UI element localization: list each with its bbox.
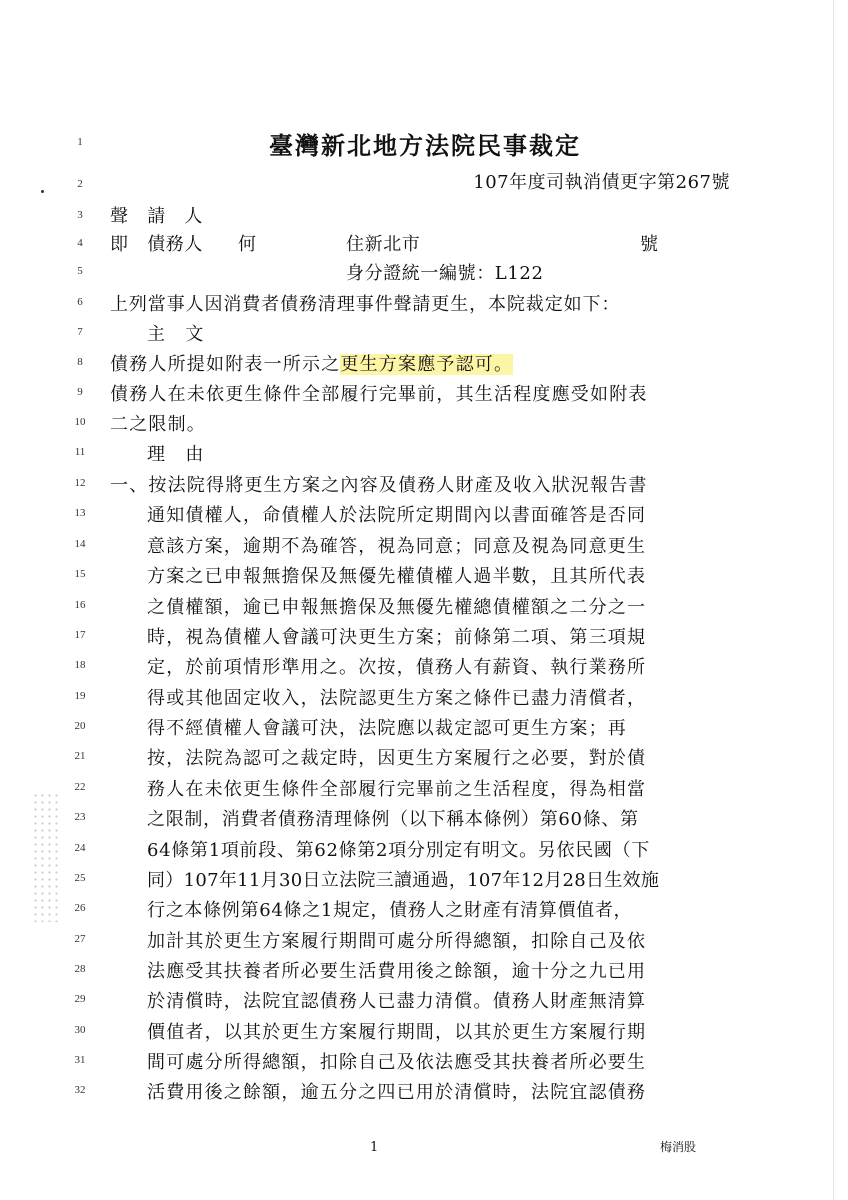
debtor-id-label: 身分證統一編號：L122 (346, 263, 544, 284)
page-number: 1 (370, 1140, 379, 1155)
line-number: 6 (77, 296, 83, 308)
text-line: 得不經債權人會議可決，法院應以裁定認可更生方案；再 (147, 718, 627, 739)
section-heading-reasons: 理 由 (147, 444, 205, 465)
debtor-name: 何 (238, 234, 257, 255)
text-line: 行之本條例第64條之1規定，債務人之財產有清算價值者， (147, 900, 633, 921)
debtor-address-tail: 號 (640, 234, 659, 255)
text-line: 64條第1項前段、第62條第2項分別定有明文。另依民國（下 (147, 840, 651, 861)
line-number: 5 (77, 265, 83, 277)
text-line: 於清償時，法院宜認債務人已盡力清償。債務人財產無清算 (147, 991, 647, 1012)
case-number: 107年度司執消債更字第267號 (473, 172, 730, 193)
text-line: 價值者，以其於更生方案履行期間，以其於更生方案履行期 (147, 1022, 647, 1043)
document-title: 臺灣新北地方法院民事裁定 (269, 131, 581, 160)
debtor-address-label: 住新北市 (346, 234, 421, 255)
line-number: 12 (74, 477, 86, 489)
line-number: 17 (74, 629, 86, 641)
text-line: 按，法院為認可之裁定時，因更生方案履行之必要，對於債 (147, 748, 647, 769)
line-number: 27 (74, 933, 86, 945)
line-number: 30 (74, 1024, 86, 1036)
text-line: 時，視為債權人會議可決更生方案；前條第二項、第三項規 (147, 627, 647, 648)
line-number: 7 (77, 326, 83, 338)
line-number: 21 (74, 750, 86, 762)
line-number: 14 (74, 538, 86, 550)
line-number: 3 (77, 209, 83, 221)
text-line: 通知債權人，命債權人於法院所定期間內以書面確答是否同 (147, 505, 647, 526)
line-number: 16 (74, 599, 86, 611)
line-number: 32 (74, 1084, 86, 1096)
line-number: 4 (77, 237, 83, 249)
text-line (110, 350, 513, 376)
text-line: 加計其於更生方案履行期間可處分所得總額，扣除自己及依 (147, 931, 647, 952)
text-line: 一、按法院得將更生方案之內容及債務人財產及收入狀況報告書 (110, 475, 648, 496)
line-number: 23 (74, 811, 86, 823)
line-number: 19 (74, 690, 86, 702)
scan-speck (41, 190, 44, 193)
section-heading-main: 主 文 (147, 324, 205, 345)
text-line: 活費用後之餘額，逾五分之四已用於清償時，法院宜認債務 (147, 1082, 647, 1103)
line-number: 11 (74, 446, 86, 458)
line-number: 25 (74, 872, 86, 884)
line-number: 20 (74, 720, 86, 732)
court-unit-label: 梅消股 (660, 1140, 697, 1154)
line-number: 24 (74, 842, 86, 854)
text-line: 之限制，消費者債務清理條例（以下稱本條例）第60條、第 (147, 809, 639, 830)
text-line: 二之限制。 (110, 414, 206, 435)
line-number: 31 (74, 1054, 86, 1066)
party-role-applicant: 聲 請 人 (110, 206, 203, 227)
text-line: 法應受其扶養者所必要生活費用後之餘額，逾十分之九已用 (147, 961, 647, 982)
text-line: 得或其他固定收入，法院認更生方案之條件已盡力清償者， (147, 688, 647, 709)
line-number: 1 (77, 136, 83, 148)
text-line: 上列當事人因消費者債務清理事件聲請更生，本院裁定如下： (110, 294, 621, 315)
line-number: 13 (74, 507, 86, 519)
text-line: 務人在未依更生條件全部履行完畢前之生活程度，得為相當 (147, 779, 647, 800)
line-number: 22 (74, 781, 86, 793)
party-role-debtor: 即 債務人 (110, 234, 203, 255)
scan-dot-pattern (32, 792, 62, 922)
text-line: 間可處分所得總額，扣除自己及依法應受其扶養者所必要生 (147, 1052, 647, 1073)
scan-edge-line (833, 0, 834, 1200)
line-number: 10 (74, 416, 86, 428)
highlighted-text: 更生方案應予認可。 (340, 354, 514, 375)
text-line: 意該方案，逾期不為確答，視為同意；同意及視為同意更生 (147, 536, 647, 557)
text-line: 同）107年11月30日立法院三讀通過，107年12月28日生效施 (147, 870, 660, 891)
line-number: 26 (74, 902, 86, 914)
text-span: 債務人所提如附表一所示之 (110, 354, 341, 375)
line-number: 29 (74, 993, 86, 1005)
line-number: 18 (74, 659, 86, 671)
text-line: 之債權額，逾已申報無擔保及無優先權總債權額之二分之一 (147, 597, 647, 618)
line-number: 2 (77, 178, 83, 190)
line-number: 15 (74, 568, 86, 580)
text-line: 定，於前項情形準用之。次按，債務人有薪資、執行業務所 (147, 657, 647, 678)
text-line: 方案之已申報無擔保及無優先權債權人過半數，且其所代表 (147, 566, 647, 587)
line-number: 28 (74, 963, 86, 975)
line-number: 9 (77, 386, 83, 398)
text-line: 債務人在未依更生條件全部履行完畢前，其生活程度應受如附表 (110, 384, 648, 405)
line-number: 8 (77, 356, 83, 368)
